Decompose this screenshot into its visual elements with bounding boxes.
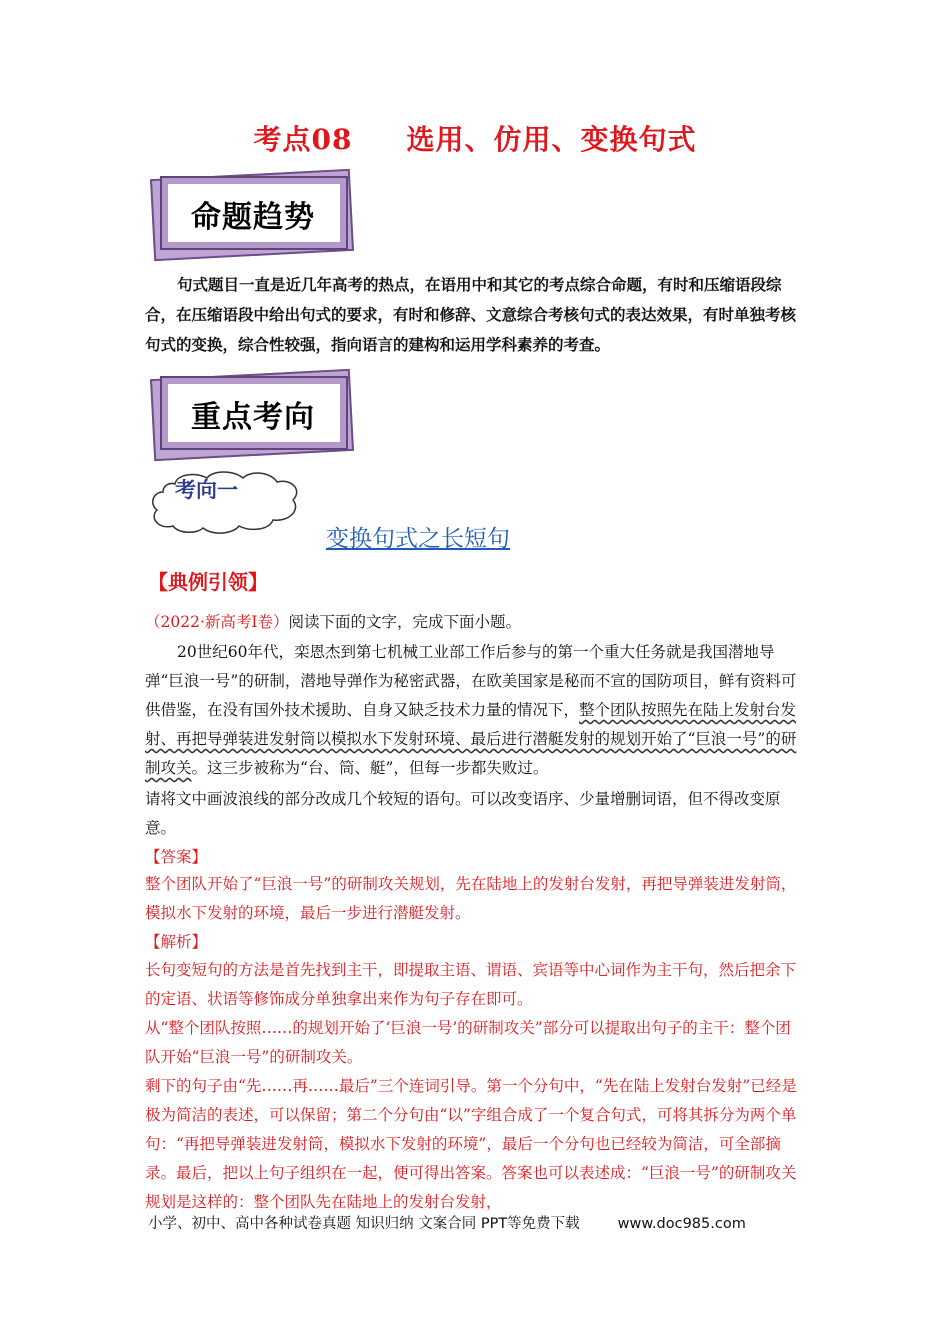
footer-url[interactable]: www.doc985.com <box>617 1216 746 1232</box>
question-text: 请将文中画波浪线的部分改成几个较短的语句。可以改变语序、少量增删词语，但不得改变原意。 <box>145 790 781 837</box>
footer-text: 小学、初中、高中各种试卷真题 知识归纳 文案合同 PPT等免费下载 <box>148 1216 580 1232</box>
badge-key-direction-label: 重点考向 <box>191 400 315 435</box>
analysis-paragraph: 长句变短句的方法是首先找到主干，即提取主语、谓语、宾语等中心词作为主干句，然后把余下的定语、状语等修饰成分单独拿出来作为句子存在即可。 <box>145 961 797 1008</box>
example-label: 【典例引领】 <box>148 570 268 594</box>
badge-trend-label: 命题趋势 <box>191 200 315 235</box>
page-footer <box>148 1212 848 1233</box>
analysis-text <box>145 956 805 1217</box>
analysis-paragraph: 剩下的句子由“先……再……最后”三个连词引导。第一个分句中，“先在陆上发射台发射”已经是极为简洁的表述，可以保留；第二个分句由“以”字组合成了一个复合句式，可将其拆分为两个单句：“再把导弹装进发射筒，模拟水下发射的环境”，最后一个分句也已经较为简洁，可全部摘录。最后，把以上句子组织在一起，便可得出答案。答案也可以表述成：“巨浪一号”的研制攻关规划是这样的：整个团队先在陆地上的发射台发射， <box>145 1077 797 1211</box>
badge-key-direction <box>148 368 358 460</box>
analysis-paragraph: 从“整个团队按照……的规划开始了‘巨浪一号’的研制攻关”部分可以提取出句子的主干：整个团队开始“巨浪一号”的研制攻关。 <box>145 1019 791 1066</box>
section-subheading[interactable]: 变换句式之长短句 <box>326 526 510 552</box>
passage-part2: 。这三步被称为“台、筒、艇”，但每一步都失败过。 <box>191 759 549 777</box>
badge-trend <box>148 168 358 260</box>
source-tag: （2022·新高考Ⅰ卷） <box>145 613 289 631</box>
page-title <box>0 118 950 158</box>
title-topic: 选用、仿用、变换句式 <box>406 123 697 156</box>
passage <box>145 638 805 783</box>
analysis-label: 【解析】 <box>145 933 208 951</box>
source-line <box>145 608 805 637</box>
passage-part1: 20世纪60年代，栾恩杰到第七机械工业部工作后参与的第一个重大任务就是我国潜地导弹“巨浪一号”的研制，潜地导弹作为秘密武器，在欧美国家是秘而不宣的国防项目，鲜有资料可供借鉴，在没有国外技术援助、自身又缺乏技术力量的情况下， <box>145 643 797 719</box>
cloud-label: 考向一 <box>175 478 238 502</box>
answer-label: 【答案】 <box>145 848 208 866</box>
cloud-callout <box>145 470 310 536</box>
source-instruction: 阅读下面的文字，完成下面小题。 <box>288 613 522 631</box>
intro-text: 句式题目一直是近几年高考的热点，在语用中和其它的考点综合命题，有时和压缩语段综合，在压缩语段中给出句式的要求，有时和修辞、文意综合考核句式的表达效果，有时单独考核句式的变换，综合性较强，指向语言的建构和运用学科素养的考查。 <box>145 276 797 354</box>
passage-wavy-underline: 整个团队按照先在陆上发射台发射、再把导弹装进发射筒以模拟水下发射环境、最后进行潜艇发射的规划开始了“巨浪一号”的研制攻关 <box>145 701 797 777</box>
intro-paragraph <box>145 270 805 360</box>
answer-text: 整个团队开始了“巨浪一号”的研制攻关规划，先在陆地上的发射台发射，再把导弹装进发射筒，模拟水下发射的环境，最后一步进行潜艇发射。 <box>145 875 797 922</box>
title-number: 考点08 <box>253 123 353 156</box>
